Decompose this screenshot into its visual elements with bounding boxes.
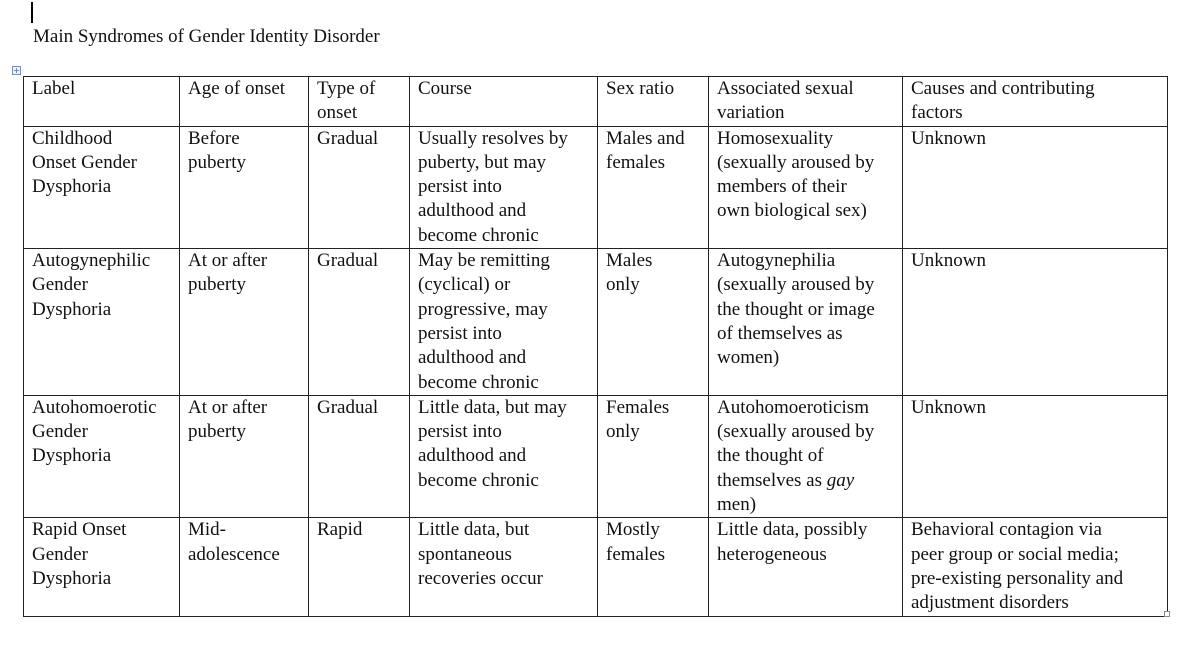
- table-row: [24, 126, 1168, 248]
- table-move-handle-icon[interactable]: +: [13, 66, 20, 75]
- header-associated-sexual-variation[interactable]: Associated sexual variation: [709, 77, 903, 127]
- cell-type-of-onset[interactable]: Gradual: [309, 126, 410, 248]
- cell-label[interactable]: Autogynephilic Gender Dysphoria: [24, 249, 180, 396]
- variation-text-suffix: men): [717, 494, 757, 516]
- header-sex-ratio[interactable]: Sex ratio: [598, 77, 709, 127]
- cell-causes[interactable]: Unknown: [903, 249, 1168, 396]
- cell-age-of-onset[interactable]: At or after puberty: [180, 395, 309, 517]
- cell-course[interactable]: Little data, but may persist into adulthood and become chronic: [410, 395, 598, 517]
- cell-sex-ratio[interactable]: Males only: [598, 249, 709, 396]
- cell-type-of-onset[interactable]: Gradual: [309, 395, 410, 517]
- cell-age-of-onset[interactable]: Mid- adolescence: [180, 518, 309, 616]
- header-type-of-onset[interactable]: Type of onset: [309, 77, 410, 127]
- table-resize-handle-icon[interactable]: [1164, 611, 1170, 617]
- text-cursor: [31, 2, 33, 23]
- cell-type-of-onset[interactable]: Rapid: [309, 518, 410, 616]
- cell-course[interactable]: May be remitting (cyclical) or progressive, may persist into adulthood and become chronic: [410, 249, 598, 396]
- cell-label[interactable]: Autohomoerotic Gender Dysphoria: [24, 395, 180, 517]
- cell-course[interactable]: Usually resolves by puberty, but may persist into adulthood and become chronic: [410, 126, 598, 248]
- document-title: Main Syndromes of Gender Identity Disorder: [33, 26, 380, 47]
- cell-associated-sexual-variation[interactable]: Autogynephilia (sexually aroused by the thought or image of themselves as women): [709, 249, 903, 396]
- cell-label[interactable]: Rapid Onset Gender Dysphoria: [24, 518, 180, 616]
- cell-associated-sexual-variation[interactable]: Little data, possibly heterogeneous: [709, 518, 903, 616]
- header-label[interactable]: Label: [24, 77, 180, 127]
- cell-sex-ratio[interactable]: Females only: [598, 395, 709, 517]
- cell-course[interactable]: Little data, but spontaneous recoveries occur: [410, 518, 598, 616]
- syndromes-table: [23, 76, 1168, 617]
- cell-causes[interactable]: Unknown: [903, 126, 1168, 248]
- table-row: [24, 249, 1168, 396]
- table-row: [24, 518, 1168, 616]
- header-causes[interactable]: Causes and contributing factors: [903, 77, 1168, 127]
- cell-age-of-onset[interactable]: Before puberty: [180, 126, 309, 248]
- header-course[interactable]: Course: [410, 77, 598, 127]
- cell-associated-sexual-variation[interactable]: Homosexuality (sexually aroused by members of their own biological sex): [709, 126, 903, 248]
- table-header-row: [24, 77, 1168, 127]
- cell-causes[interactable]: Unknown: [903, 395, 1168, 517]
- cell-label[interactable]: Childhood Onset Gender Dysphoria: [24, 126, 180, 248]
- cell-type-of-onset[interactable]: Gradual: [309, 249, 410, 396]
- cell-sex-ratio[interactable]: Mostly females: [598, 518, 709, 616]
- variation-text-prefix: Autohomoeroticism (sexually aroused by the thought of themselves as: [717, 396, 875, 491]
- cell-associated-sexual-variation[interactable]: [709, 395, 903, 517]
- header-age-of-onset[interactable]: Age of onset: [180, 77, 309, 127]
- cell-age-of-onset[interactable]: At or after puberty: [180, 249, 309, 396]
- variation-text-italic: gay: [826, 469, 855, 491]
- cell-causes[interactable]: Behavioral contagion via peer group or social media; pre-existing personality and adjustment disorders: [903, 518, 1168, 616]
- table-row: [24, 395, 1168, 517]
- cell-sex-ratio[interactable]: Males and females: [598, 126, 709, 248]
